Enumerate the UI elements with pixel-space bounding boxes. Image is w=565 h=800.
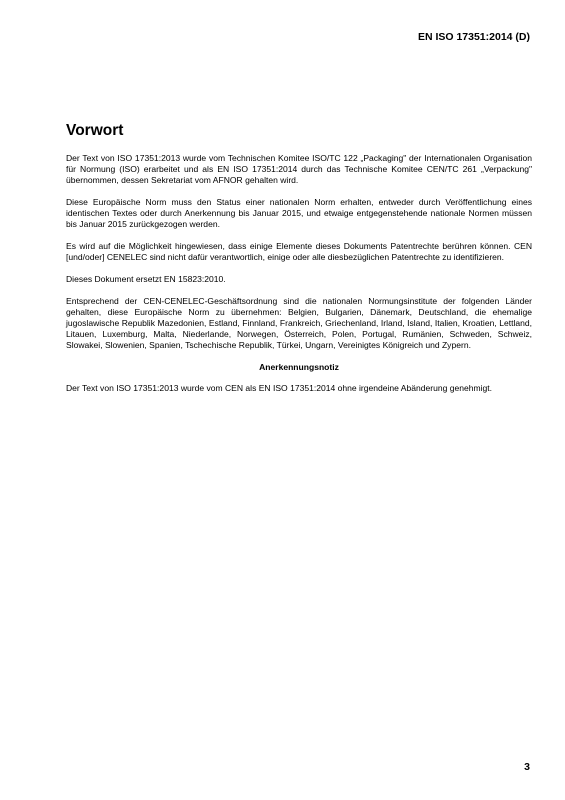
paragraph-supersedes: Dieses Dokument ersetzt EN 15823:2010. — [66, 274, 226, 284]
paragraph-national-status: Diese Europäische Norm muss den Status einer nationalen Norm erhalten, entweder durch Veröffentlichung eines identischen Textes oder durch Anerkennung bis Januar 2015, und etwaige entgegenstehende nationale Normen müssen bis Januar 2015 zurückgezogen werden. — [66, 197, 532, 229]
paragraph-adoption: Der Text von ISO 17351:2013 wurde vom Technischen Komitee ISO/TC 122 „Packaging" der Internationalen Organisation für Normung (ISO) erarbeitet und als EN ISO 17351:2014 durch das Technische Komitee CEN/TC 261 „Verpackung" übernommen, dessen Sekretariat vom AFNOR gehalten wird. — [66, 153, 532, 185]
page-title: Vorwort — [66, 122, 124, 139]
endorsement-text: Der Text von ISO 17351:2013 wurde vom CEN als EN ISO 17351:2014 ohne irgendeine Abänderung genehmigt. — [66, 383, 493, 393]
paragraph-patent-rights: Es wird auf die Möglichkeit hingewiesen, dass einige Elemente dieses Dokuments Patentrechte berühren können. CEN [und/oder] CENELEC sind nicht dafür verantwortlich, einige oder alle diesbezüglichen Patentrechte zu identifizieren. — [66, 241, 532, 262]
page-number: 3 — [524, 761, 530, 773]
document-id: EN ISO 17351:2014 (D) — [417, 31, 530, 43]
paragraph-countries: Entsprechend der CEN-CENELEC-Geschäftsordnung sind die nationalen Normungsinstitute der folgenden Länder gehalten, diese Europäische Norm zu übernehmen: Belgien, Bulgarien, Dänemark, Deutschland, die ehemalige jugoslawische Republik Mazedonien, Estland, Finnland, Frankreich, Griechenland, Irland, Island, Italien, Kroatien, Lettland, Litauen, Luxemburg, Malta, Niederlande, Norwegen, Österreich, Polen, Portugal, Rumänien, Schweden, Schweiz, Slowakei, Slowenien, Spanien, Tschechische Republik, Türkei, Ungarn, Vereinigtes Königreich und Zypern. — [66, 296, 532, 350]
endorsement-heading: Anerkennungsnotiz — [259, 362, 339, 372]
foreword-body — [66, 153, 532, 405]
